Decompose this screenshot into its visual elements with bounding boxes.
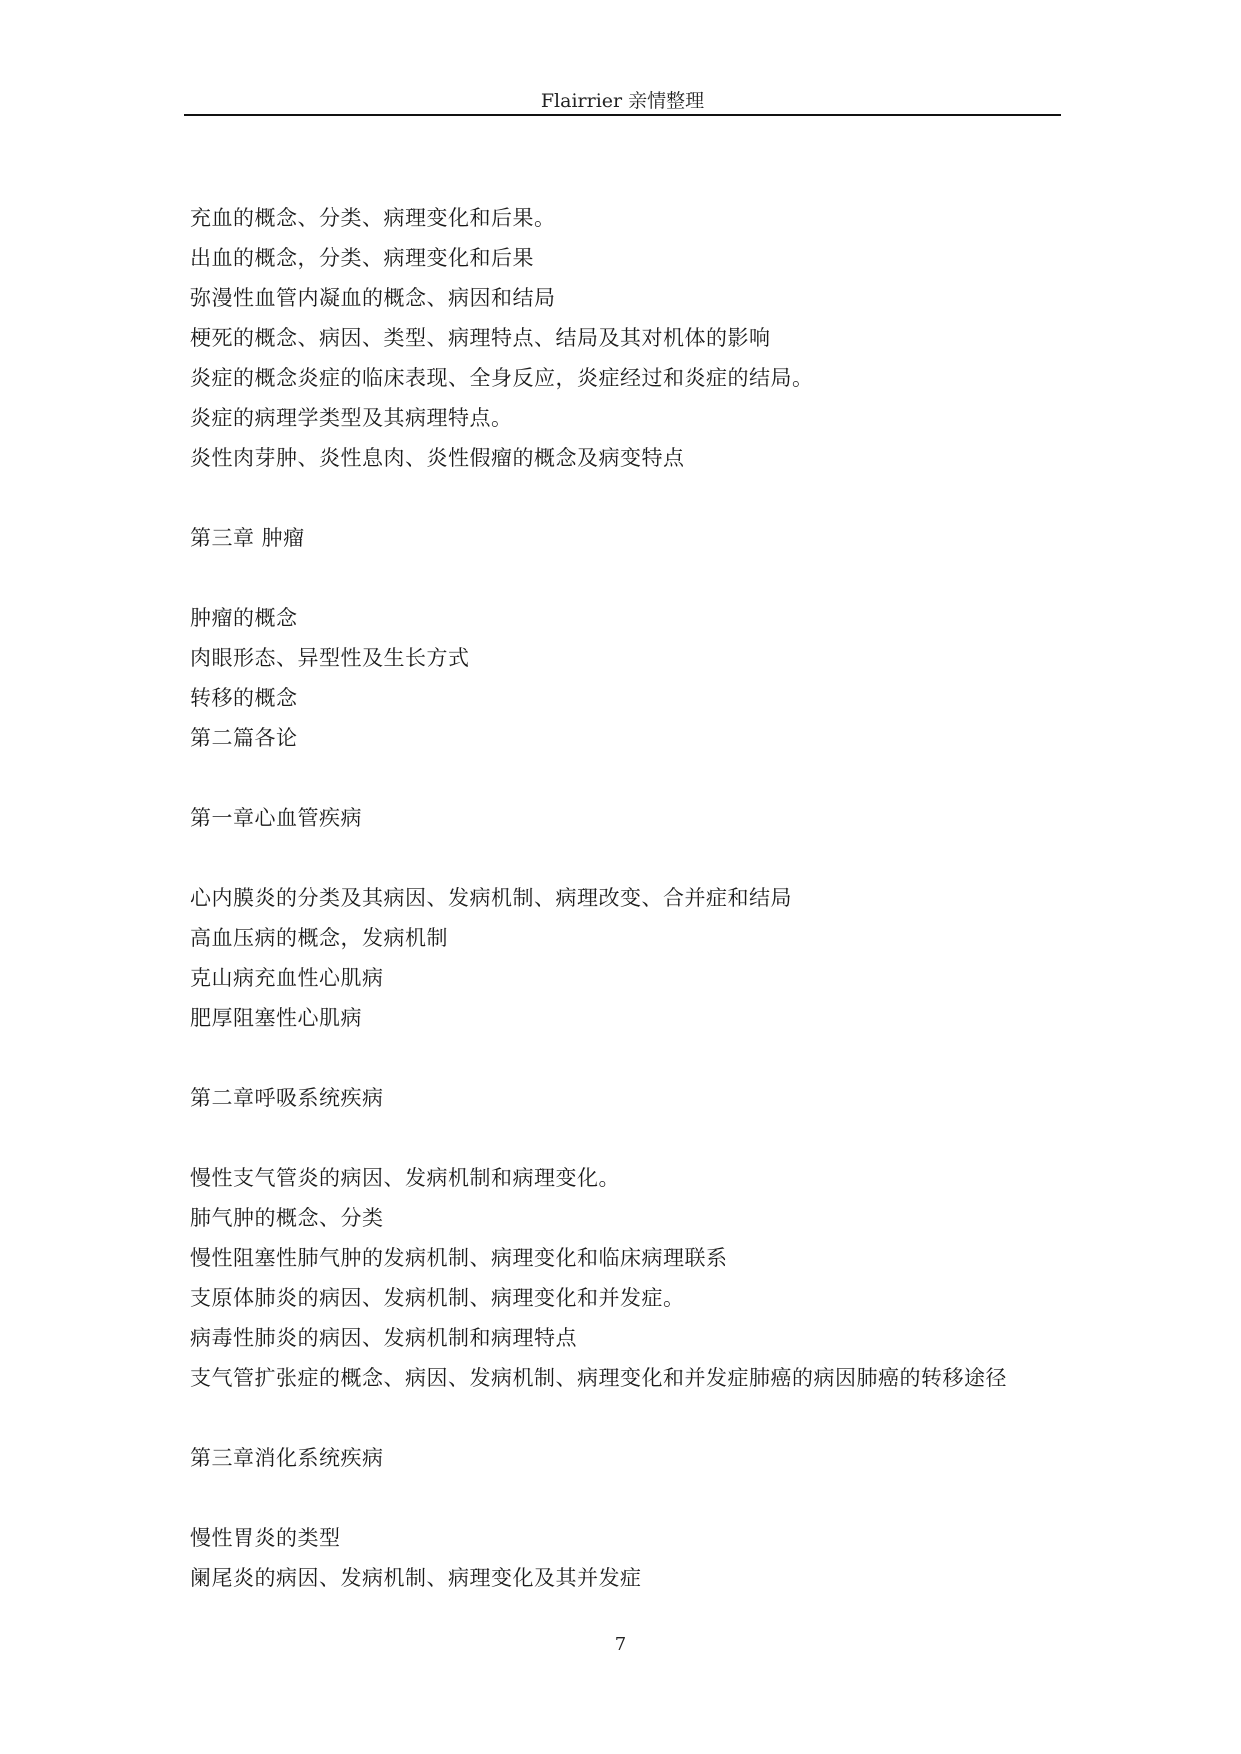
list-item: 心内膜炎的分类及其病因、发病机制、病理改变、合并症和结局 — [190, 886, 792, 910]
chapter-heading-cardiovascular: 第一章心血管疾病 — [190, 806, 362, 830]
list-item: 肿瘤的概念 — [190, 606, 298, 630]
list-item: 慢性阻塞性肺气肿的发病机制、病理变化和临床病理联系 — [190, 1246, 728, 1270]
list-item: 阑尾炎的病因、发病机制、病理变化及其并发症 — [190, 1566, 642, 1590]
page-number: 7 — [614, 1634, 627, 1655]
list-item: 支原体肺炎的病因、发病机制、病理变化和并发症。 — [190, 1286, 685, 1310]
list-item: 炎症的病理学类型及其病理特点。 — [190, 406, 513, 430]
list-item: 慢性支气管炎的病因、发病机制和病理变化。 — [190, 1166, 620, 1190]
list-item: 充血的概念、分类、病理变化和后果。 — [190, 206, 556, 230]
list-item: 病毒性肺炎的病因、发病机制和病理特点 — [190, 1326, 577, 1350]
list-item: 高血压病的概念，发病机制 — [190, 926, 448, 950]
list-item: 转移的概念 — [190, 686, 298, 710]
list-item: 支气管扩张症的概念、病因、发病机制、病理变化和并发症肺癌的病因肺癌的转移途径 — [190, 1366, 1007, 1390]
list-item: 梗死的概念、病因、类型、病理特点、结局及其对机体的影响 — [190, 326, 771, 350]
list-item: 克山病充血性心肌病 — [190, 966, 384, 990]
list-item: 肥厚阻塞性心肌病 — [190, 1006, 362, 1030]
list-item: 弥漫性血管内凝血的概念、病因和结局 — [190, 286, 556, 310]
header-divider — [184, 114, 1061, 116]
chapter-heading-respiratory: 第二章呼吸系统疾病 — [190, 1086, 384, 1110]
part-heading: 第二篇各论 — [190, 726, 298, 750]
page-header: Flairrier 亲情整理 — [540, 90, 705, 112]
list-item: 慢性胃炎的类型 — [190, 1526, 341, 1550]
list-item: 出血的概念，分类、病理变化和后果 — [190, 246, 534, 270]
list-item: 炎性肉芽肿、炎性息肉、炎性假瘤的概念及病变特点 — [190, 446, 685, 470]
document-body — [190, 198, 1070, 1598]
chapter-heading-tumor: 第三章 肿瘤 — [190, 526, 305, 550]
list-item: 肺气肿的概念、分类 — [190, 1206, 384, 1230]
chapter-heading-digestive: 第三章消化系统疾病 — [190, 1446, 384, 1470]
list-item: 肉眼形态、异型性及生长方式 — [190, 646, 470, 670]
list-item: 炎症的概念炎症的临床表现、全身反应，炎症经过和炎症的结局。 — [190, 366, 814, 390]
